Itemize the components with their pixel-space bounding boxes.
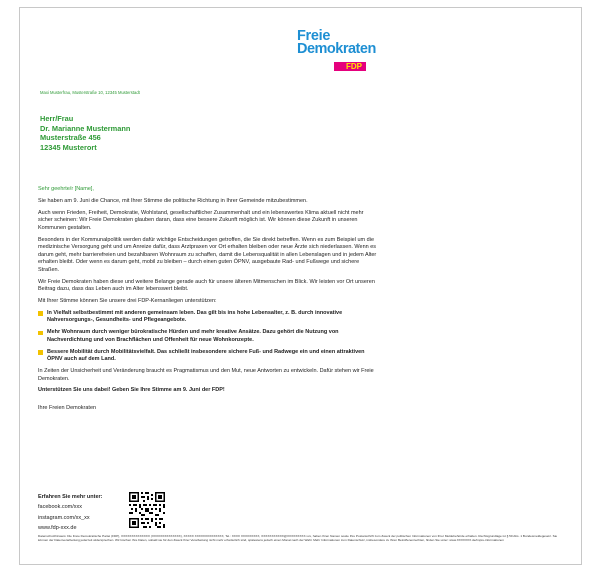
address-salutation: Herr/Frau: [40, 114, 74, 123]
letter-body: [38, 186, 378, 417]
paragraph: Auch wenn Frieden, Freiheit, Demokratie, Wohlstand, gesellschaftlicher Zusammenhalt und ein lebenswertes Klima aktuell nicht mehr sicher scheinen: Wir Freie Demokraten glauben daran, dass eine bessere Zukunft möglich ist. Wir können diese Zukunft in unseren Kommunen gestalten.: [38, 209, 364, 231]
facebook-link[interactable]: facebook.com/xxx: [38, 504, 83, 511]
address-city: 12345 Musterort: [40, 142, 97, 152]
sender-line: Maxi Musterfrau, Musterstraße 10, 12345 Musterstadt: [40, 90, 140, 95]
bullet-list: [38, 310, 378, 364]
fdp-logo: [297, 28, 376, 71]
recipient-address: [40, 114, 130, 152]
yellow-square-icon: [38, 311, 43, 316]
logo-badge: FDP: [334, 62, 366, 71]
qr-code: [129, 492, 165, 528]
paragraph: Mit Ihrer Stimme können Sie unsere drei FDP-Kernanliegen unterstützen:: [38, 298, 217, 305]
instagram-link[interactable]: instagram.com/xx_xx: [38, 514, 90, 521]
logo-line1: Freie: [297, 28, 331, 44]
footer-links: [38, 492, 103, 533]
footer-heading: Erfahren Sie mehr unter:: [38, 494, 103, 500]
privacy-notice: Datenschutzhinweis: Die Freie Demokratische Partei (FDP), XXXXXXXXXXXXXX (XXXXXXXXXXXXXX), XXXXX XXXXXXXXXXXXXX, Tel.: XXXX XXXXXXXXX, XXXXXXXXXXX@XXXXXXXXX.xxx, haben Ihren Namen sowie Ihre Postanschrift zum Zweck der politischen Informationen von Ihrer Meldebehörde erhalten. Rechtsgrundlage ist § 50 Abs. 1 Bundesmeldegesetz. Sie können der Datenverarbeitung jederzeit widersprechen. Wir löschen Ihre Daten, sobald sie für den Zweck Ihrer Verarbeitung nicht mehr erforderlich sind, spätestens jedoch einen Monat nach der Wahl. Mehr Informationen zum Datenschutz, insbesondere zu Ihren Betroffenenrechten, finden Sie unter: www.XXXXXXX.de/impre-informationen: [38, 534, 558, 543]
greeting: Sehr geehrte/r [Name],: [38, 186, 94, 192]
website-link[interactable]: www.fdp-xxx.de: [38, 524, 77, 531]
list-item: Mehr Wohnraum durch weniger bürokratische Hürden und mehr kreative Ansätze. Dazu gehört die Nutzung von Nachverdichtung und von Brachflächen und Offenheit für neue Wohnkonzepte.: [38, 329, 378, 344]
logo-line2: Demokraten: [297, 41, 376, 57]
paragraph: Sie haben am 9. Juni die Chance, mit Ihrer Stimme die politische Richtung in Ihrer Gemeinde mitzubestimmen.: [38, 197, 308, 204]
paragraph: In Zeiten der Unsicherheit und Veränderung braucht es Pragmatismus und den Mut, neue Antworten zu entwickeln. Dafür stehen wir Freie Demokraten.: [38, 367, 374, 382]
list-item: Bessere Mobilität durch Mobilitätsvielfalt. Das schließt insbesondere sichere Fuß- und Radwege ein und einen attraktiven ÖPNV auch auf dem Land.: [38, 349, 378, 364]
paragraph: Wir Freie Demokraten haben diese und weitere Belange gerade auch für unsere älteren Mitmenschen im Blick. Wir leisten vor Ort unseren Beitrag dazu, dass das Leben auch im Alter lebenswert bleibt.: [38, 278, 375, 293]
list-item: In Vielfalt selbstbestimmt mit anderen gemeinsam leben. Das gilt bis ins hohe Lebensalter, z. B. durch innovative Nahversorgungs-, Gesundheits- und Pflegeangebote.: [38, 310, 378, 325]
yellow-square-icon: [38, 350, 43, 355]
address-name: Dr. Marianne Mustermann: [40, 123, 131, 133]
closing: Ihre Freien Demokraten: [38, 404, 97, 411]
yellow-square-icon: [38, 331, 43, 336]
paragraph: Besonders in der Kommunalpolitik werden dafür wichtige Entscheidungen getroffen, die Sie direkt betreffen. Wenn es zum Beispiel um die medizinische Versorgung geht und um Anreize dafür, dass Arztpraxen vor Ort erhalten bleiben oder neue Ärzte sich niederlassen. Wenn es darum geht, mehr barrierefreien und bezahlbaren Wohnraum zu schaffen, damit die Lebensqualität in allen Lebenslagen und in jedem Alter erhalten bleibt. Oder wenn es darum geht, mobil zu bleiben – durch einen guten ÖPNV, ausgebaute Rad- und Fußwege und sichere Straßen.: [38, 236, 377, 273]
address-street: Musterstraße 456: [40, 133, 101, 143]
call-to-action: Unterstützen Sie uns dabei! Geben Sie Ihre Stimme am 9. Juni der FDP!: [38, 387, 225, 394]
